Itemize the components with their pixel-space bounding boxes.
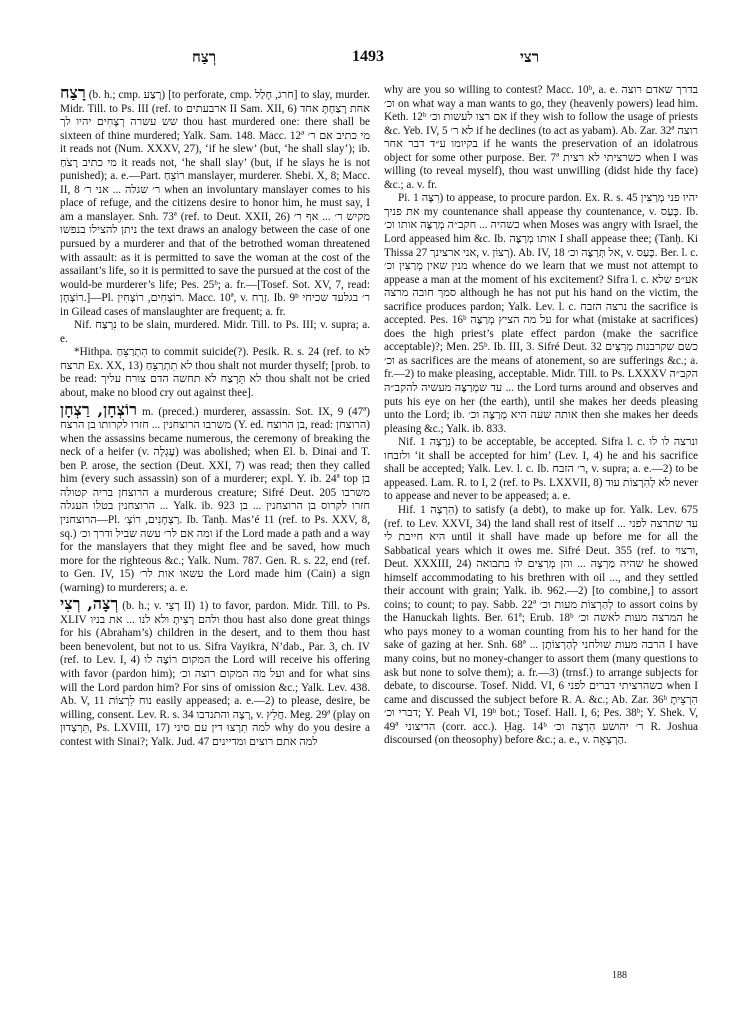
page-number: 1493 — [352, 48, 384, 65]
entry — [60, 399, 371, 596]
entry-paragraph — [384, 436, 698, 504]
entry-text: Pi. רִצָּה 1) to appease, to procure pardon. Ex. R. s. 45 יהיו פני מְרַצִּין את פניך my countenance shall appease thy countenance, v. כָּעַס. Ib. כשהיה ... חקב״ה מְרַצֶּה אותו וכ׳ when Moses was angry with Israel, the Lord appeased him &c. Ib. אותו מְרַצֶּה I shall appease thee; (Tanḥ. Ki Thissa 27 אני ארצינך, v. רְצוֹן). Ab. IV, 18 אל תְּרַצֶּה וכ׳, v. כָּעַס. Ber. l. c. מנין שאין מְרַצִּין וכ׳ whence do we learn that we must not attempt to appease a man at the moment of his excitement? Sifra l. c. אע״פ שלא סמך חובה מרצה although he has not put his hand on the victim, the sacrifice produces pardon; Yalk. Lev. l. c. נרצה הזבח the sacrifice is accepted. Pes. 16ᵇ על מה הציץ מְרַצֶּה for what (mistake at sacrifices) does the high priest’s plate effect pardon (make the sacrifice acceptable)?; Men. 25ᵇ. Ib. III, 3. Sifré Deut. 32 כשם שקרבנות מְרַצִּים וכ׳ as sacrifices are the means of atonement, so are sufferings &c.; a. fr.—2) to make pleasing, acceptable. Midr. Till. to Ps. LXXXV הקב״ה ... עד שמְרַצֶּה מעשיה להקב״ה the Lord turns around and observes and puts his eye on her (the earth), until she makes her deeds pleasing unto the Lord; ib. אותה שעה היא מְרַצָּה וכ׳ then she makes her deeds pleasing &c.; Yalk. ib. 833. — [384, 192, 699, 435]
running-header — [0, 48, 750, 72]
entry-text: (b. h.; v. רְצֵי II) 1) to favor, pardon. Midr. Till. to Ps. XLIV ולהם רָצִיתָ ולא לנו ... את בניו thou hast also done great things for his (Abraham’s) children in the desert, and to them thou hast been benevolent, but not to us. Sifra Vayikra, N’dab., Par. 3, ch. IV (ref. to Lev. I, 4) המקום רוֹצֶה לו the Lord will receive his offering with favor (pardon him); ועל מה המקום רוצה וכ׳ and for what sins will the Lord pardon him? For sins of omission &c.; Yalk. Lev. 438. Ab. V, 11 נוח לִרְצוֹת easily appeased; a. e.—2) to please, desire, be willing, consent. Lev. R. s. 34 רְצָה והתנדבו, v. חֲלֵץ. Meg. 29ª (play on תִּרְצְדוּן, Ps. LXVIII, 17) למה תִרְצוּ דין עם סיני why do you desire a contest with Sinai?; Yalk. Jud. 47 למה אתם רוצים ומדיינים — [60, 600, 371, 748]
entry-paragraph — [60, 346, 370, 400]
entry-text: Hif. הִרְצָה 1) to satisfy (a debt), to make up for. Yalk. Lev. 675 (ref. to Lev. XXVI, 34) the land shall rest of itself עד שתרצה לפני ... היא חייבת לי until it shall have made up before me for all the Sabbatical years which it owes me. Sifré Deut. 355 (ref. to ורצוי, Deut. XXXIII, 24) שהיה מַרְצָה ... והן מְרַצִּים לו בתבואה he showed himself accommodating to his brethren with oil ..., and they settled their account with grain; Yalk. ib. 962.—2) [to combine,] to assort coins; to count; to pay. Sabb. 22ª לְהַרְצוֹת מעות וכ׳ to assort coins by the Hanuckah lights. Ber. 61ª; Erub. 18ᵇ המרצה מעות לאשה וכ׳ he who pays money to a woman counting from his to her hand for the sake of gazing at her. Snh. 68ª ... הרבה מעות שולחני לְהַרְצוֹתָן I have many coins, but no money-changer to assort them (many questions to ask but none to solve them); a. fr.—3) (trnsf.) to arrange subjects for debate, to discourse. Tosef. Nidd. VI, 6 כשהרציתי דברים לפני when I came and discussed the subject before R. A. &c.; Ab. Zar. 36ᵇ הִרְצֵיתָ דברי וכ׳; Y. Peah VI, 19ᵇ bot.; Tosef. Hall. I, 6; Pes. 38ᵇ; Y. Shek. V, 49ª הריצוני (corr. acc.). Ḥag. 14ᵇ ר׳ יהושע הִרְצָה וכ׳ R. Joshua discoursed (on theosophy) before &c.; a. e., v. הַרְצָאָה. — [384, 503, 699, 747]
entry-paragraph — [384, 504, 698, 748]
entry-paragraph — [384, 192, 698, 436]
header-right-word: רצי — [520, 48, 540, 66]
headword: רְצָה, רְצִי — [60, 594, 119, 614]
entry-text: Nif. נִרְצַח to be slain, murdered. Midr. Till. to Ps. III; v. supra; a. e. — [60, 319, 370, 345]
entry-paragraph — [60, 319, 370, 346]
left-column — [60, 84, 370, 749]
right-column — [384, 84, 698, 748]
headword: רָצַח — [60, 83, 86, 102]
signature-mark: 188 — [612, 970, 627, 981]
entry — [60, 594, 371, 749]
entry-paragraph — [384, 84, 698, 192]
entry-text: (b. h.; cmp. רָצַע) [to perforate, cmp. חרג, חָלַל] to slay, murder. Midr. Till. to Ps. III (ref. to ארבעתים II Sam. XII, 6) אחת רָצַחְתָּ אחד שש עשרה רְצָחִים יהיו לך thou hast murdered one: there shall be sixteen of thine murdered; Yalk. Sam. 148. Macc. 12ª מי כתיב אם ר׳ it reads not (Num. XXXV, 27), ‘if he slew’ (but, ‘he shall slay’); ib. מי כתיב רָצֹחַ it reads not, ‘he shall slay’ (but, if he slays he is not punished); a. e.—Part. רוֹצֵחַ manslayer, murderer. Shebi. X, 8; Macc. II, 8 ר׳ שגלה ... אני ר׳ when an involuntary manslayer comes to his place of refuge, and the citizens desire to honor him, he must say, I am a manslayer. Snh. 73ª (ref. to Deut. XXII, 26) מקיש ר׳ ... אף ר׳ ניתן להצילו בנפשו the text draws an analogy between the case of one pursued by a murderer and that of the betrothed woman threatened with assault: as it is permitted to save the woman at the cost of the assailant’s life, so it is permitted to save the pursued at the cost of the would-be murderer’s life; Pes. 25ᵇ; a. fr.—[Tosef. Sot. XV, 7, read: רוֹצְחָן.]—Pl. רוֹצְחִים, רוֹצְחִין. Macc. 10ª, v. זָרַח. Ib. 9ᵇ ר׳ בגלעד שכיחי in Gilead cases of manslaughter are frequent; a. fr. — [60, 89, 371, 318]
entry-text: why are you so willing to contest? Macc. 10ᵇ, a. e. בדרך שאדם רוצה וכ׳ on what way a man wants to go, they (heavenly powers) lead him. Keth. 12ᵇ אם רצו לעשות וכ׳ if they wish to follow the usage of priests &c. Yeb. IV, 5 לא ר׳ if he declines (to act as yabam). Ab. Zar. 32ª רוצה בקיומו ע״ד דבר אחר if he wants the preservation of an idolatrous object for some other purpose. Ber. 7ª כשרציתי לא רצית when I was willing (to reveal myself), thou wast unwilling (didst hide thy face) &c.; a. v. fr. — [384, 84, 699, 191]
entry-text: m. (preced.) murderer, assassin. Sot. IX, 9 (47ª) משרבו הרוצחנין ... חזרו לקרותו בן הרצח (Y. ed. בן הרוצח, read: הרוצחן) when the assassins became numerous, the ceremony of breaking the neck of a heifer (v. עֶגְלָה) was abolished; when El. b. Dinai and T. ben P. arose, the section (Deut. XXI, 7) was read; then they called him (every such assassin) son of a murderer; expl. Y. ib. 24ª top בן הרוצחן בריה קטולה a murderous creature; Sifré Deut. 205 משרבו הרוצחנין בטלו העגלה ... Yalk. ib. 923 חזרו לקרוס בן הרוצחנין ... בן הרוצחנין—Pl. רַצְחָנִים, רוֹצְ׳. Ib. Tanḥ. Mas’é 11 (ref. to Ps. XXV, 8, sq.) ומה אם לר׳ עשה שביל ודרך וכ׳ if the Lord made a path and a way for the manslayers that they might flee and be saved, how much more for the righteous &c.; Yalk. Num. 787. Gen. R. s. 22, end (ref. to Gen. IV, 15) עשאו אות לר׳ the Lord made him (Cain) a sign (warning) to murderers; a. e. — [60, 405, 371, 594]
headword: רוֹצְחָן, רַצְחָן — [60, 399, 137, 419]
entry-text: *Hithpa. הִתְרַצֵּחַ to commit suicide(?). Pesik. R. s. 24 (ref. to לא תרצח Ex. XX, 13) לא תִתְרַצֵּחַ thou shalt not murder thyself; [prob. to be read: לא תֵּרָצַח לא תחשה הדם צורח עליך thou shalt not be cried about, make no blood cry out against thee]. — [60, 346, 371, 400]
entry-text: Nif. נִרְצָה 1) to be acceptable, be accepted. Sifra l. c. ונרצה לו לו ולזבחו ‘it shall be accepted for him’ (Lev. I, 4) he and his sacrifice shall be accepted; Yalk. Lev. l. c. Ib. ר׳ הזבח, v. supra; a. e.—2) to be appeased. Lam. R. to I, 2 (ref. to Ps. LXXVII, 8) לא לְהִרָצוֹת עוד never to appease and never to be appeased; a. e. — [384, 436, 698, 503]
entry — [60, 83, 371, 319]
header-left-word: רְצַח — [192, 48, 217, 66]
